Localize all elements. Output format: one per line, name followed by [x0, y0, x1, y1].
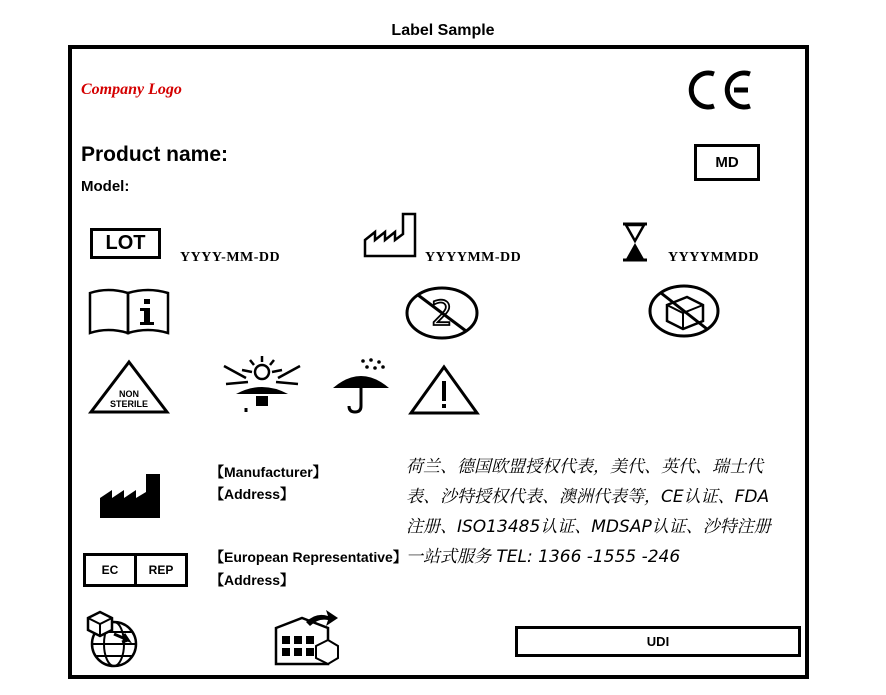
svg-text:2: 2 [431, 294, 453, 334]
non-sterile-line2: STERILE [109, 399, 149, 409]
importer-icon [84, 610, 146, 668]
non-sterile-line1: NON [119, 389, 139, 399]
representative-address: 【Address】 [210, 572, 295, 588]
non-sterile-icon [88, 359, 170, 415]
use-by-date-icon [622, 222, 648, 262]
watermark-text [406, 452, 826, 572]
rep-label: REP [148, 563, 174, 577]
ec-label: EC [86, 556, 137, 584]
expiry-date: YYYYMMDD [668, 250, 760, 265]
lot-date: YYYY-MM-DD [180, 250, 281, 265]
do-not-reuse-icon [404, 285, 480, 341]
manufacturer-label: 【Manufacturer】 [210, 464, 327, 480]
company-logo: Company Logo [81, 81, 182, 98]
model-label: Model: [81, 178, 130, 195]
lot-box: LOT [90, 228, 161, 259]
distributor-icon [272, 608, 340, 668]
caution-icon [408, 364, 480, 416]
european-representative-label: 【European Representative】 [210, 549, 407, 565]
product-name-label: Product name: [81, 143, 229, 166]
watermark-line: 荷兰、德国欧盟授权代表，美代、英代、瑞士代 [406, 457, 763, 477]
watermark-line: 一站式服务 TEL: 1366 -1555 -246 [406, 547, 681, 567]
watermark-line: 注册、ISO13485认证、MDSAP认证、沙特注册 [406, 517, 771, 537]
keep-dry-icon [331, 356, 391, 414]
do-not-use-if-damaged-icon [647, 283, 721, 339]
watermark-line: 表、沙特授权代表、澳洲代表等，CE认证、FDA [406, 487, 770, 507]
keep-away-from-sunlight-icon [222, 354, 302, 414]
page-title: Label Sample [391, 22, 495, 39]
ec-rep-box [83, 553, 188, 587]
manufacturer-icon [100, 472, 162, 518]
ce-mark-icon [684, 68, 754, 112]
instructions-for-use-icon [88, 287, 172, 337]
manufacturer-address: 【Address】 [210, 486, 295, 502]
medical-device-mark: MD [694, 144, 760, 181]
manufacture-date: YYYYMM-DD [425, 250, 522, 265]
udi-box: UDI [515, 626, 801, 657]
date-of-manufacture-icon [363, 212, 417, 258]
